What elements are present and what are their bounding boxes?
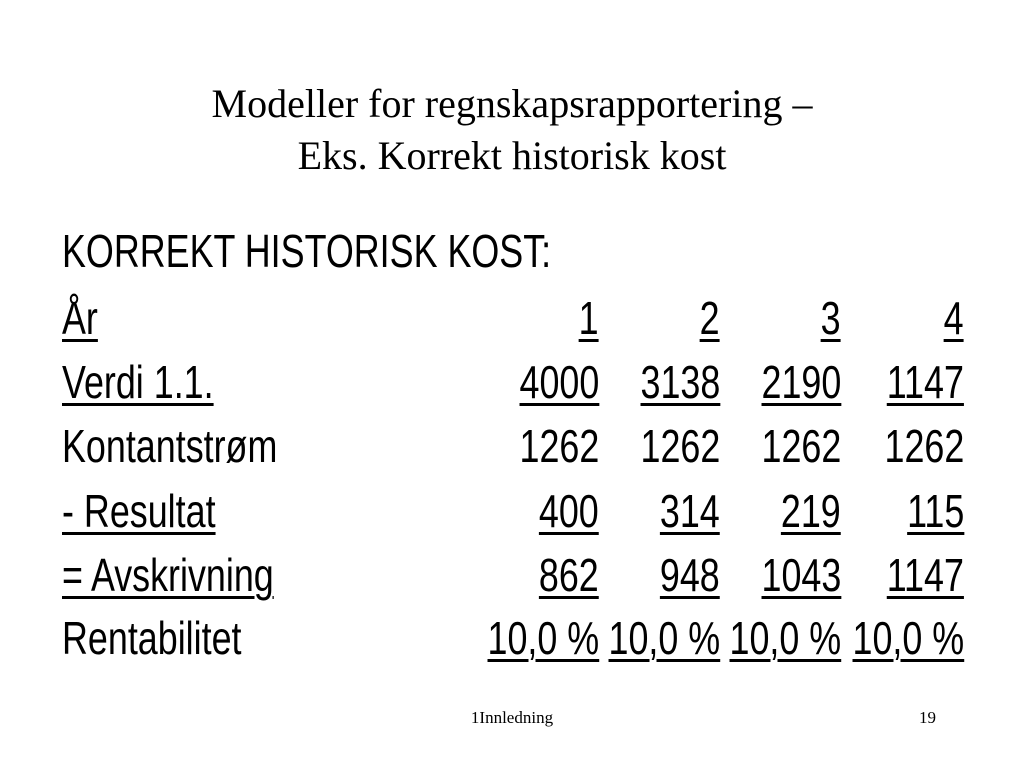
cell-resultat-1: 400 bbox=[539, 485, 599, 537]
table-row-kontantstrom bbox=[0, 418, 1024, 482]
row-label-kontantstrom: Kontantstrøm bbox=[62, 420, 278, 472]
table-row-resultat bbox=[0, 483, 1024, 547]
cell-year-2: 2 bbox=[700, 292, 720, 344]
cell-rentabilitet-4: 10,0 % bbox=[852, 612, 964, 664]
table-row-year bbox=[0, 290, 1024, 354]
cell-avskrivning-1: 862 bbox=[539, 549, 599, 601]
cell-avskrivning-4: 1147 bbox=[886, 549, 964, 601]
cell-resultat-2: 314 bbox=[660, 485, 720, 537]
slide-title bbox=[0, 78, 1024, 182]
cell-rentabilitet-1: 10,0 % bbox=[487, 612, 599, 664]
table-row-verdi bbox=[0, 354, 1024, 418]
cell-verdi-2: 3138 bbox=[640, 356, 720, 408]
cell-kontantstrom-4: 1262 bbox=[884, 420, 964, 472]
cell-resultat-4: 115 bbox=[906, 485, 964, 537]
row-label-resultat: - Resultat bbox=[62, 485, 216, 537]
cell-kontantstrom-2: 1262 bbox=[640, 420, 720, 472]
footer-section-name: 1Innledning bbox=[470, 708, 554, 727]
row-label-rentabilitet: Rentabilitet bbox=[62, 612, 242, 664]
cell-kontantstrom-3: 1262 bbox=[761, 420, 841, 472]
footer-page-number: 19 bbox=[919, 708, 936, 727]
cell-year-1: 1 bbox=[579, 292, 599, 344]
cell-year-3: 3 bbox=[821, 292, 841, 344]
title-line-2: Eks. Korrekt historisk kost bbox=[297, 133, 727, 178]
cell-rentabilitet-3: 10,0 % bbox=[729, 612, 841, 664]
cell-avskrivning-3: 1043 bbox=[761, 549, 841, 601]
cell-verdi-1: 4000 bbox=[519, 356, 599, 408]
cell-year-4: 4 bbox=[944, 292, 964, 344]
table-heading: KORREKT HISTORISK KOST: bbox=[62, 225, 552, 277]
title-line-1: Modeller for regnskapsrapportering – bbox=[211, 81, 813, 126]
cell-kontantstrom-1: 1262 bbox=[519, 420, 599, 472]
cell-verdi-3: 2190 bbox=[761, 356, 841, 408]
cell-verdi-4: 1147 bbox=[886, 356, 964, 408]
cell-avskrivning-2: 948 bbox=[660, 549, 720, 601]
cell-resultat-3: 219 bbox=[781, 485, 841, 537]
row-label-year: År bbox=[62, 292, 98, 344]
cell-rentabilitet-2: 10,0 % bbox=[608, 612, 720, 664]
row-label-avskrivning: = Avskrivning bbox=[62, 549, 274, 601]
table-row-avskrivning bbox=[0, 547, 1024, 611]
table-row-rentabilitet bbox=[0, 610, 1024, 674]
row-label-verdi: Verdi 1.1. bbox=[62, 356, 214, 408]
